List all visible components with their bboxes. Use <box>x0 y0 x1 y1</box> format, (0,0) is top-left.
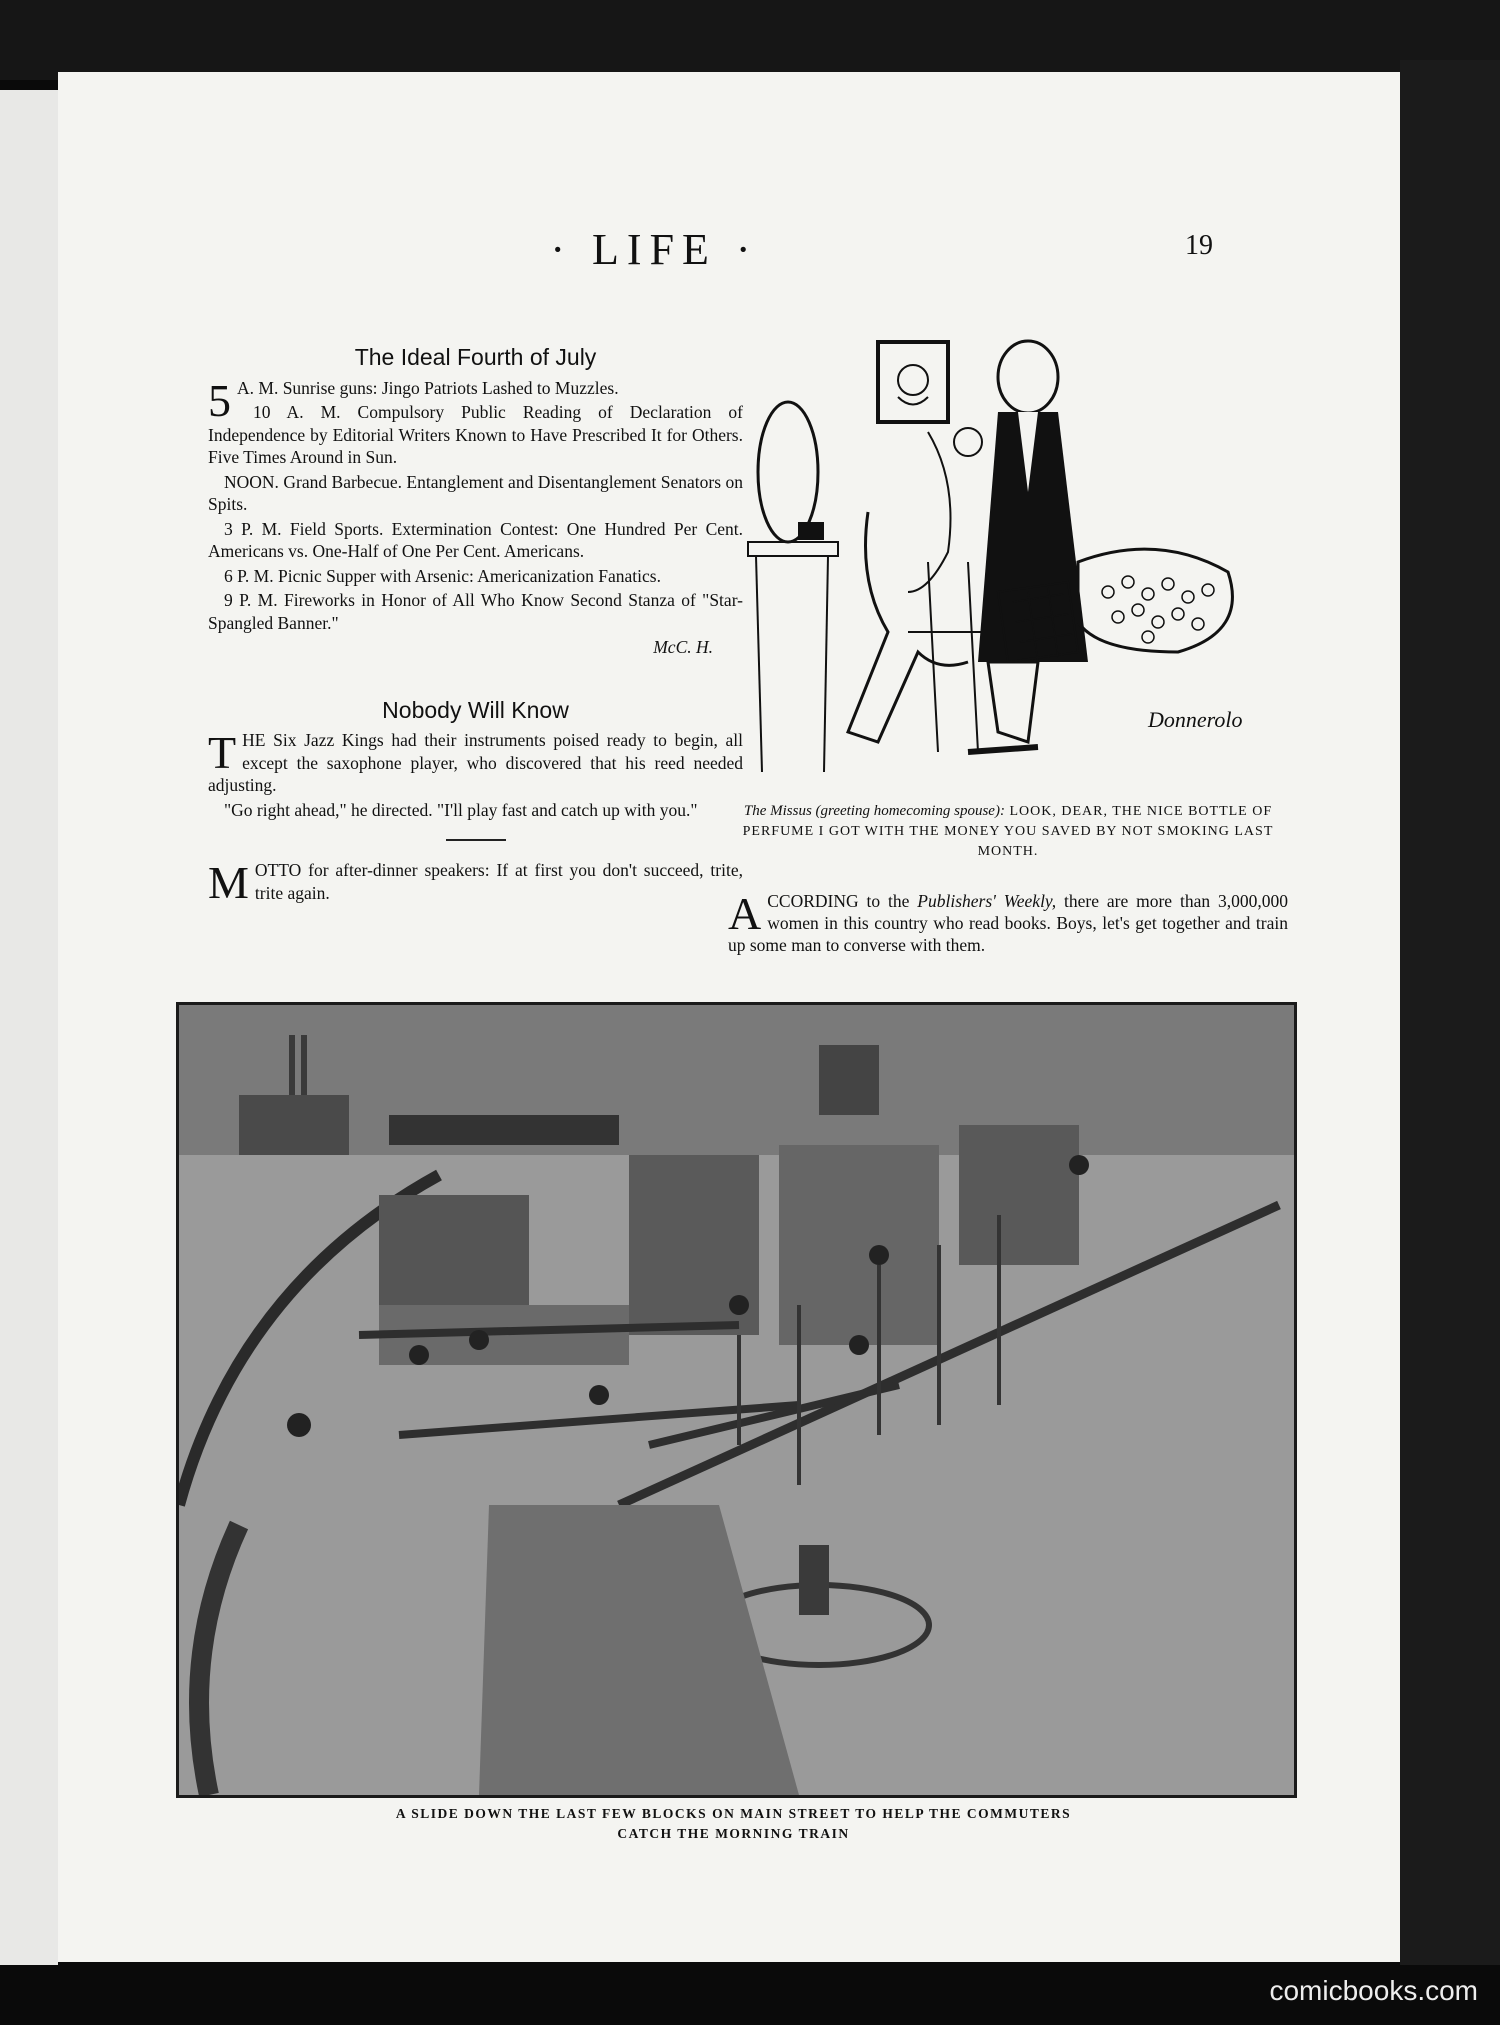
schedule-entry: NOON. Grand Barbecue. Entanglement and Disentanglement Senators on Spits. <box>208 471 743 514</box>
binding-background <box>0 0 1500 80</box>
schedule-entry: 9 P. M. Fireworks in Honor of All Who Know Second Stanza of "Star-Spangled Banner." <box>208 590 743 633</box>
masthead: · LIFE · <box>550 225 759 274</box>
article-title-nobody: Nobody Will Know <box>382 696 569 723</box>
motto-paragraph: MOTTO for after-dinner speakers: If at first you don't succeed, trite, trite again. <box>208 857 743 908</box>
cartoon-illustration <box>728 332 1288 792</box>
facing-page-edge <box>0 90 58 1965</box>
according-paragraph: ACCORDING to the Publishers' Weekly, there are more than 3,000,000 women in this country who read books. Boys, let's get together and train up some man to converse with them. <box>728 888 1288 955</box>
schedule-entry: 5 A. M. Sunrise guns: Jingo Patriots Lashed to Muzzles. <box>208 374 619 426</box>
schedule-entry: 6 P. M. Picnic Supper with Arsenic: Americanization Fanatics. <box>224 565 661 586</box>
illustration-caption: A SLIDE DOWN THE LAST FEW BLOCKS ON MAIN STREET TO HELP THE COMMUTERS CATCH THE MORNING TRAIN <box>395 1806 1072 1841</box>
page-header <box>58 212 1400 272</box>
article-paragraph: THE Six Jazz Kings had their instruments poised ready to begin, all except the saxophone player, who discovered that his reed needed adjusting. <box>208 727 743 795</box>
lead-numeral: 5 <box>208 374 231 426</box>
right-column <box>728 332 1288 974</box>
drop-cap: A <box>728 888 762 939</box>
main-street-illustration <box>176 1002 1297 1798</box>
schedule-entry: 10 A. M. Compulsory Public Reading of Declaration of Independence by Editorial Writers Known to Have Prescribed It for Others. Five Times Around in Sun. <box>208 402 743 467</box>
artist-signature: Donnerolo <box>1148 707 1243 732</box>
schedule-entry: 3 P. M. Field Sports. Extermination Contest: One Hundred Per Cent. Americans vs. One-Half of One Per Cent. Americans. <box>208 518 743 561</box>
author-signature: McC. H. <box>653 637 713 657</box>
section-divider <box>446 839 506 841</box>
cartoon-caption: The Missus (greeting homecoming spouse): LOOK, DEAR, THE NICE BOTTLE OF PERFUME I GOT WITH THE MONEY YOU SAVED BY NOT SMOKING LAST MONTH. <box>742 803 1274 859</box>
left-column <box>208 340 743 906</box>
drop-cap: T <box>208 727 237 778</box>
scan-background-right <box>1400 60 1500 1965</box>
magazine-page <box>58 72 1400 1962</box>
drop-cap: M <box>208 857 249 908</box>
watermark: comicbooks.com <box>1269 1975 1478 2006</box>
page-number: 19 <box>1185 230 1213 261</box>
article-title-ideal-fourth: The Ideal Fourth of July <box>354 344 597 370</box>
article-paragraph: "Go right ahead," he directed. "I'll play fast and catch up with you." <box>224 799 698 820</box>
